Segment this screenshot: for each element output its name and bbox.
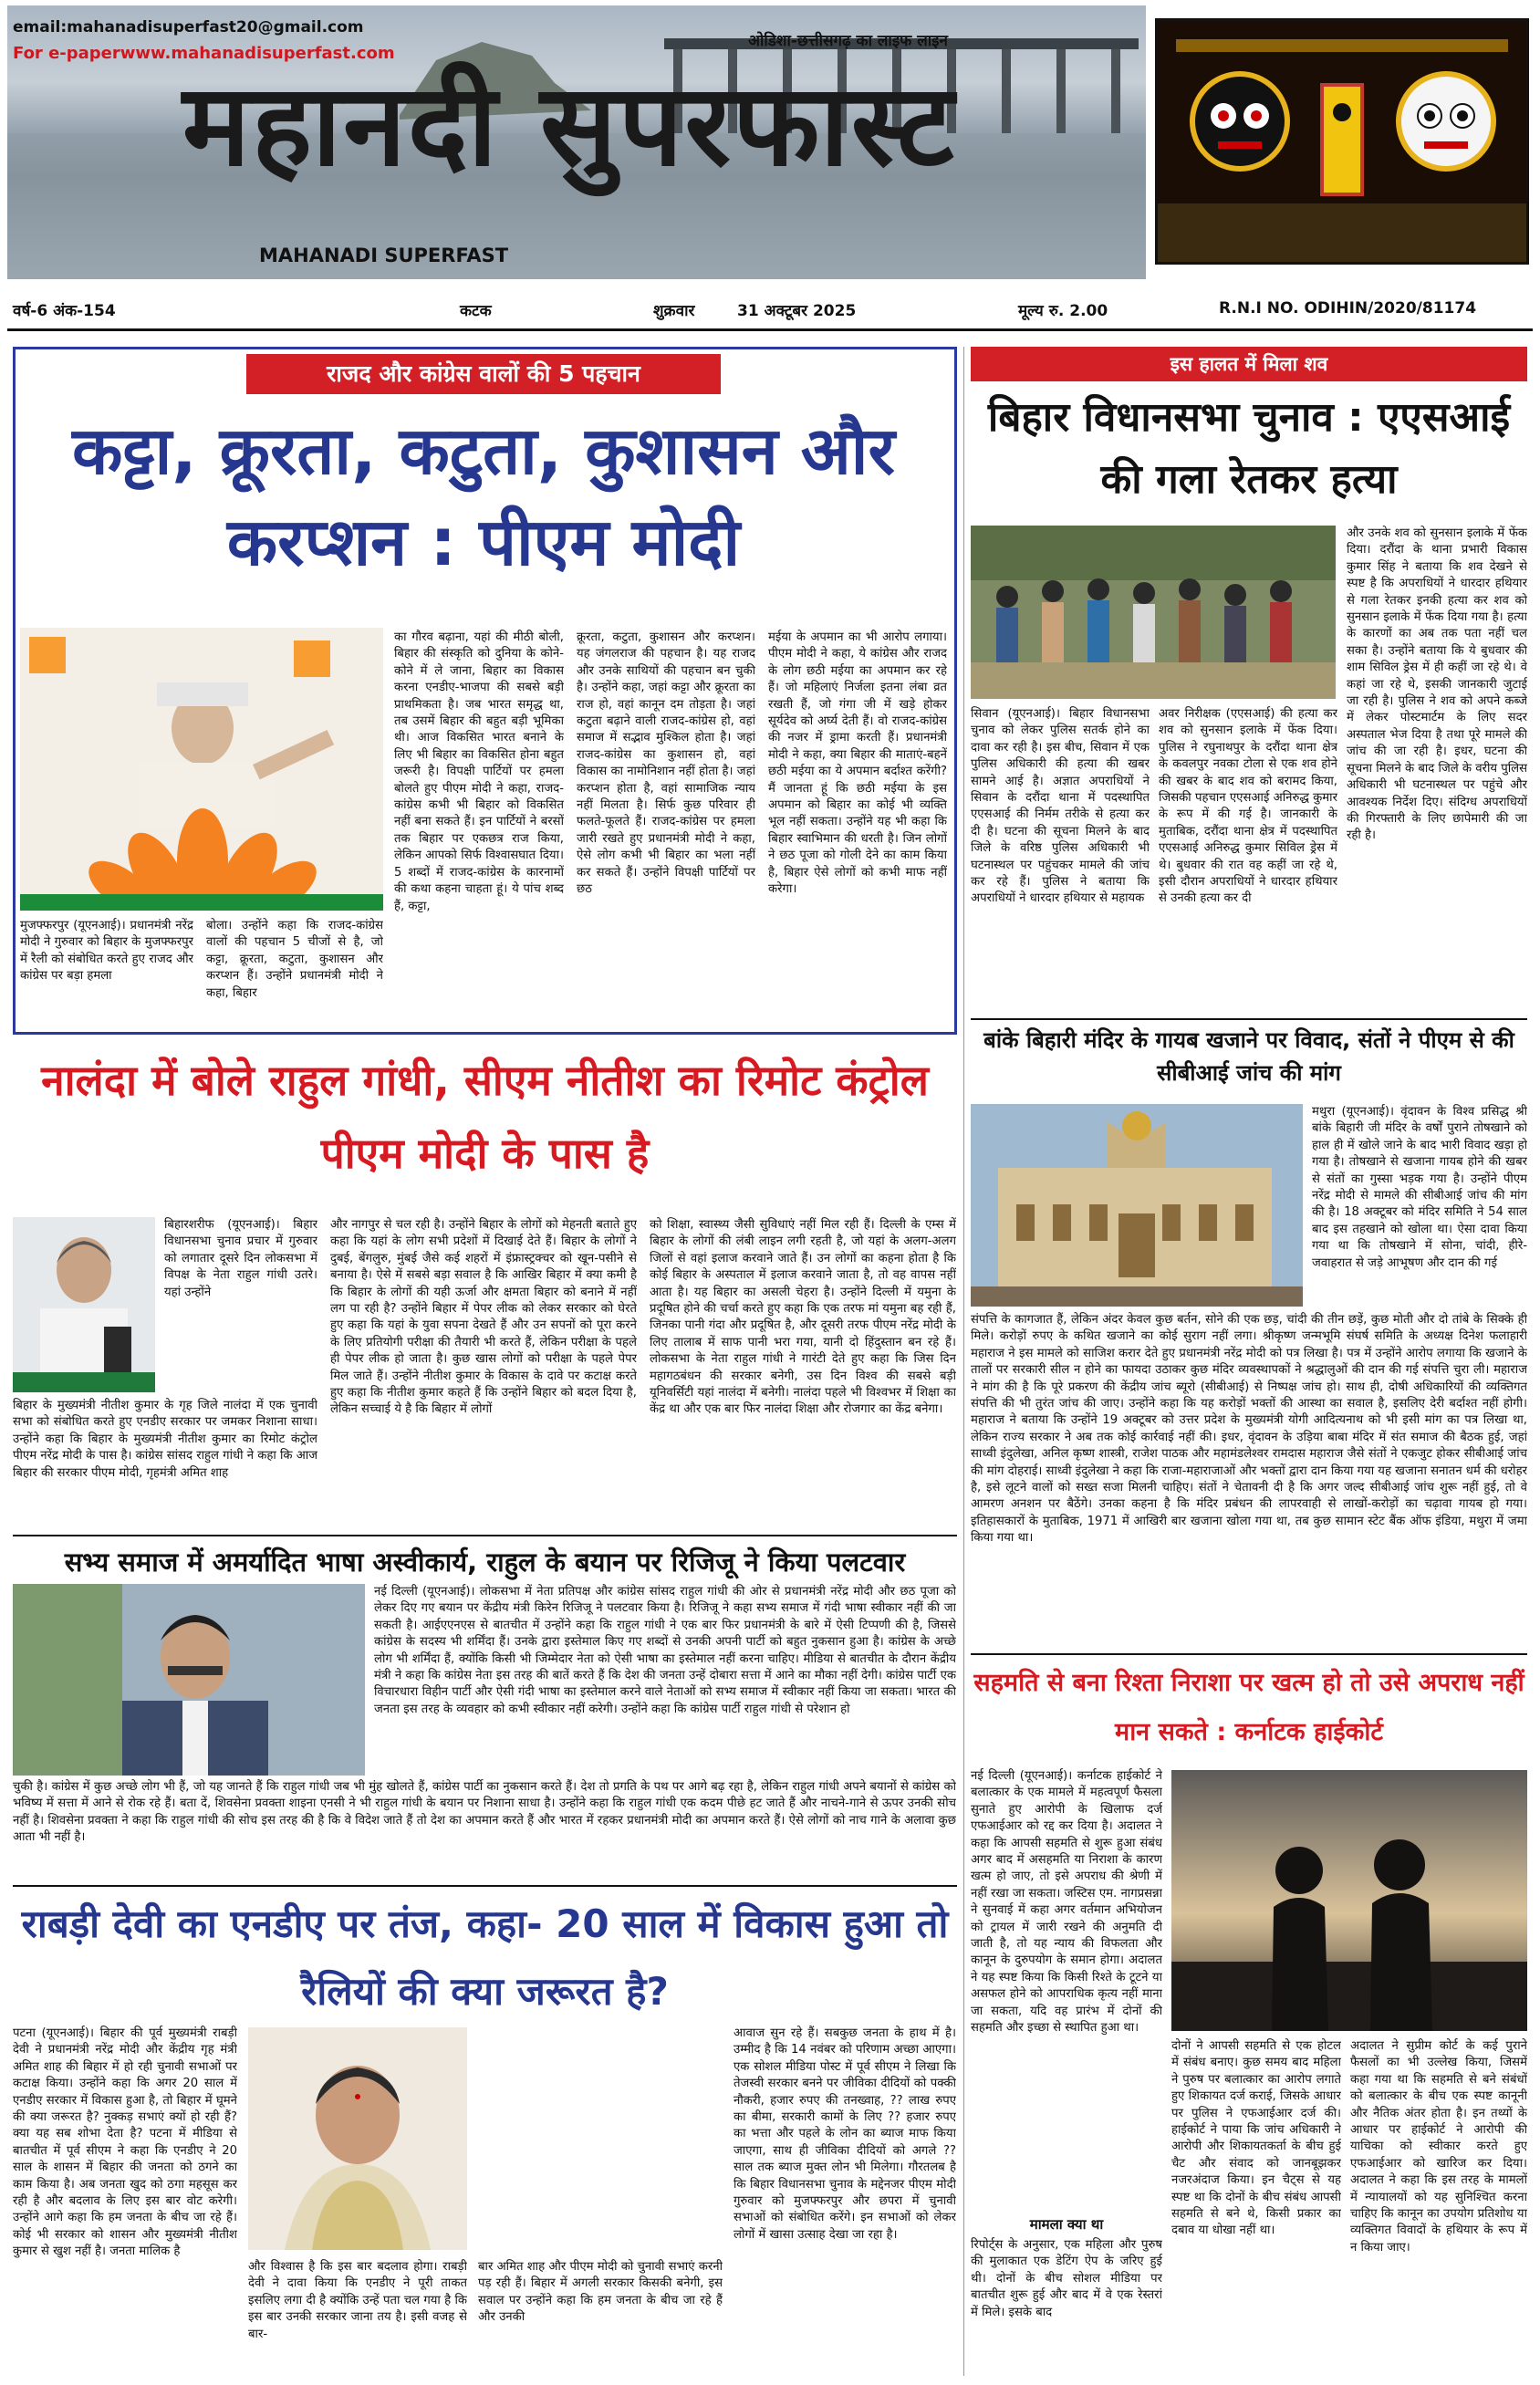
rabri-headline: राबड़ी देवी का एनडीए पर तंज, कहा- 20 साल में विकास हुआ तो रैलियों की क्या जरूरत है? [21, 1901, 949, 2014]
page-column-divider [963, 347, 964, 2376]
court-col-mid: दोनों ने आपसी सहमति से एक होटल में संबंध बनाए। कुछ समय बाद महिला ने पुरुष पर बलात्कार का आरोप लगाते हुए शिकायत दर्ज कराई, जिसके आधार पर पुलिस ने एफआईआर दर्ज की। हाईकोर्ट ने पाया कि जांच अधिकारी ने आरोपी और शिकायतकर्ता के बीच हुई चैट और संवाद को जानबूझकर नजरअंदाज किया। इन चैट्स से यह स्पष्ट था कि दोनों के बीच संबंध आपसी सहमति से बने थे, किसी प्रकार का दबाव या धोखा नहीं था। [1171, 2039, 1341, 2238]
dateline-divider [7, 328, 1533, 331]
rabri-col2: और विश्वास है कि इस बार बदलाव होगा। राबड़ी देवी ने दावा किया कि एनडीए ने पूरी ताकत इसलिए लगा दी है क्योंकि उन्हें पता चल गया है कि इस बार उनकी सरकार जाना तय है। इसी वजह से बार- [248, 2260, 467, 2341]
modi-col2: बोला। उन्होंने कहा कि राजद-कांग्रेस वालों की पहचान 5 चीजों से है, जो कट्टा, क्रूरता, कटुता, कुशासन और करप्शन हैं। उन्होंने प्रधानमंत्री मोदी ने कहा, बिहार [206, 919, 383, 1000]
temple-headline: बांके बिहारी मंदिर के गायब खजाने पर विवाद, संतों ने पीएम से की सीबीआई जांच की मांग [983, 1027, 1514, 1086]
temple-body: संपत्ति के कागजात हैं, लेकिन अंदर केवल कुछ बर्तन, सोने की एक छड़, चांदी की तीन छड़ें, कुछ मोती और दो तांबे के सिक्के ही मिले। करोड़ों रुपए के कथित खजाने का कोई सुराग नहीं लगा। श्रीकृष्ण जन्मभूमि संघर्ष समिति के अध्यक्ष दिनेश फलाहारी महाराज ने इस मामले को साजिश करार देते हुए प्रधानमंत्री नरेंद्र मोदी को पत्र लिखा है। पत्र में उन्होंने आरोप लगाया कि खजाने के तालों पर सरकारी सील न होने का फायदा उठाकर कुछ मंदिर व्यवस्थापकों ने श्रद्धालुओं की दान की गई संपत्ति चुरा ली। महाराज ने मांग की है कि पूरे प्रकरण की केंद्रीय जांच ब्यूरो (सीबीआई) से निष्पक्ष जांच हो। साथ ही, दोषी अधिकारियों की व्यक्तिगत संपत्ति की भी तुरंत जांच की जाए। उन्होंने कहा कि यह करोड़ों भक्तों की आस्था का सवाल है, इसलिए देरी बर्दाश्त नहीं होगी। महाराज ने बताया कि उन्होंने 19 अक्टूबर को उत्तर प्रदेश के मुख्यमंत्री योगी आदित्यनाथ को भी इसी मांग का पत्र लिखा था, लेकिन राज्य सरकार ने अब तक कोई कार्रवाई नहीं की। इधर, वृंदावन के उड़िया बाबा मंदिर में संत समाज की बैठक हुई, जहां साध्वी इंदुलेखा, अनिल कृष्ण शास्त्री, राजेश पाठक और महामंडलेश्वर रामदास महाराज जैसे संतों ने एकजुट होकर सीबीआई जांच की मांग दोहराई। साध्वी इंदुलेखा ने कहा कि राजा-महाराजाओं और भक्तों द्वारा दान किया गया यह खजाना सनातन धर्म की धरोहर है, इसे लूटने वालों को सख्त सजा मिलनी चाहिए। संतों ने चेतावनी दी है कि अगर जल्द सीबीआई जांच शुरू नहीं हुई, तो वे आमरण अनशन पर बैठेंगे। उनका कहना है कि मंदिर प्रबंधन की लापरवाही से लाखों-करोड़ों का चढ़ावा गायब हो गया। इतिहासकारों के मुताबिक, 1971 में आखिरी बार खजाना खोला गया था, तब कुछ सामान स्टेट बैंक ऑफ इंडिया, मथुरा में जमा किया गया था। [971, 1313, 1527, 1546]
modi-rally-photo [20, 628, 383, 911]
rahul-col2: और नागपुर से चल रही है। उन्होंने बिहार के लोगों को मेहनती बताते हुए कहा कि यहां के लोग सभी प्रदेशों में दिखाई देते हैं। बिहार के लोगों ने दुबई, बेंगलुरु, मुंबई जैसे कई शहरों में इंफ्रास्ट्रक्चर को खून-पसीने से बनाया है। ऐसे में सबसे बड़ा सवाल है कि आखिर बिहार में क्या कमी है कि बिहार के लोगों की यही ऊर्जा और क्षमता बिहार को बनाने में नहीं लग पा रही है? उन्होंने बिहार में पेपर लीक को लेकर सरकार को घेरते हुए कहा कि यहां के युवा सपना देखते हैं और उन सपनों को पूरा करने के लिए प्रतियोगी परीक्षा की तैयारी भी करते हैं, लेकिन परीक्षा के पहले ही पेपर लीक हो जाता है। कुछ खास लोगों को परीक्षा के पहले पेपर मिल जाते हैं। उन्होंने नीतीश कुमार के विकास के दावे पर कटाक्ष करते हुए कहा कि नीतीश कुमार कहते हैं कि उन्होंने बिहार को बदल दिया है, लेकिन सच्चाई ये है कि बिहार में लोगों [330, 1218, 637, 1417]
dateline-bar [7, 292, 1533, 325]
modi-kicker: राजद और कांग्रेस वालों की 5 पहचान [246, 354, 721, 394]
court-couple-photo [1171, 1770, 1527, 2031]
dateline-price: मूल्य रु. 2.00 [1018, 302, 1108, 320]
modi-col4: क्रूरता, कटुता, कुशासन और करप्शन। यह जंगलराज की पहचान है। यह राजद और उनके साथियों की पहचान बन चुकी है। उन्होंने कहा, जहां कट्टा और क्रूरता का राज हो, वहां कानून दम तोड़ता है। जहां कटुता बढ़ाने वाली राजद-कांग्रेस हो, वहां समाज में सद्भाव मुश्किल होता है। जहां राजद-कांग्रेस का कुशासन हो, वहां विकास का नामोनिशान नहीं होता है। जहां करप्शन होता है, वहां सामाजिक न्याय नहीं मिलता है। सिर्फ कुछ परिवार ही फलते-फूलते हैं। राजद-कांग्रेस पर हमला जारी रखते हुए प्रधानमंत्री मोदी ने कहा, ऐसे लोग कभी भी बिहार का भला नहीं कर सकते हैं। उन्होंने विपक्षी पार्टियों पर छठ [577, 630, 755, 897]
asi-col1: सिवान (यूएनआई)। बिहार विधानसभा चुनाव को लेकर पुलिस सतर्क होने का दावा कर रही है। इस बीच, सिवान में एक पुलिस अधिकारी की हत्या की खबर सामने आई है। अज्ञात अपराधियों ने सिवान के दरौंदा थाना में पदस्थापित एएसआई की निर्मम तरीके से हत्या कर दी है। घटना की सूचना मिलने के बाद जिले के वरिष्ठ पुलिस अधिकारी भी घटनास्थल पर पहुंचकर मामले की जांच कर रहे हैं। पुलिस ने बताया कि अपराधियों ने धारदार हथियार से महायक [971, 707, 1150, 906]
asi-kicker: इस हालत में मिला शव [971, 347, 1527, 381]
rahul-headline: नालंदा में बोले राहुल गांधी, सीएम नीतीश का रिमोट कंट्रोल पीएम मोदी के पास है [41, 1056, 929, 1178]
rabri-top-divider [13, 1885, 957, 1887]
rabri-col1: पटना (यूएनआई)। बिहार की पूर्व मुख्यमंत्री राबड़ी देवी ने प्रधानमंत्री नरेंद्र मोदी और केंद्रीय गृह मंत्री अमित शाह की बिहार में हो रही चुनावी सभाओं पर कटाक्ष किया। उन्होंने कहा कि अगर 20 साल में एनडीए सरकार में विकास हुआ है, तो बिहार में घूमने की क्या जरूरत है? नुक्कड़ सभाएं क्यों हो रही हैं? क्या यह सब शोभा देता है? पटना में मीडिया से बातचीत में पूर्व सीएम ने कहा कि एनडीए ने 20 साल के शासन में बिहार की जनता को ठगने का काम किया है। अब जनता खुद को ठगा महसूस कर रही है और बदलाव के लिए इस बार वोट करेगी। उन्होंने आगे कहा कि हम जनता के बीच जा रहे हैं। कोई भी सरकार को शासन और मुख्यमंत्री नीतीश कुमार से खुश नहीं है। जनता मालिक है [13, 2026, 237, 2259]
masthead [0, 0, 1540, 290]
jagannath-deities-image [1155, 18, 1529, 265]
court-subhead: मामला क्या था [1029, 2216, 1104, 2233]
court-col-left: नई दिल्ली (यूएनआई)। कर्नाटक हाईकोर्ट ने बलात्कार के एक मामले में महत्वपूर्ण फैसला सुनाते हुए आरोपी के खिलाफ दर्ज एफआईआर को रद्द कर दिया है। अदालत ने कहा कि आपसी सहमति से शुरू हुआ संबंध अगर बाद में असहमति या निराशा के कारण खत्म हो जाए, तो इसे अपराध की श्रेणी में नहीं रखा जा सकता। जस्टिस एम. नागप्रसन्ना ने सुनवाई में कहा अगर वर्तमान अभियोजन को ट्रायल में जारी रखने की अनुमति दी जाती है, तो यह न्याय की विफलता और कानून के दुरुपयोग के समान होगा। अदालत ने यह स्पष्ट किया कि किसी रिश्ते के टूटने या असफल होने को आपराधिक कृत्य नहीं माना जा सकता, यदि वह प्रारंभ में दोनों की सहमति और इच्छा से स्थापित हुआ था। [971, 1769, 1162, 2036]
temple-photo [971, 1104, 1303, 1307]
masthead-epaper[interactable]: For e-paperwww.mahanadisuperfast.com [13, 44, 395, 63]
rijiju-body-bottom: चुकी है। कांग्रेस में कुछ अच्छे लोग भी हैं, जो यह जानते हैं कि राहुल गांधी जब भी मुंह खोलते हैं, कांग्रेस पार्टी का नुकसान करते हैं। देश तो प्रगति के पथ पर आगे बढ़ रहा है, लेकिन राहुल गांधी अपने बयानों से कांग्रेस को भविष्य में सत्ता में आने से रोक रहे हैं। बता दें, शिवसेना प्रवक्ता शाइना एनसी ने भी राहुल गांधी के बयान पर निशाना साधा है। उन्होंने कहा कि राहुल गांधी एक कदम पीछे हट जाते हैं और नाचने-गाने से ऊपर उनकी सोच नहीं है। शिवसेना प्रवक्ता ने कहा कि राहुल गांधी की सोच इस तरह की है कि वे विदेश जाते हैं तो देश का अपमान करते हैं और भारत में रहकर प्रधानमंत्री मोदी का अपमान करते हैं। ऐसे लोगों को नाच गाने के अलावा कुछ आता भी नहीं है। [13, 1780, 956, 1845]
rabri-col3: बार अमित शाह और पीएम मोदी को चुनावी सभाएं करनी पड़ रही हैं। बिहार में अगली सरकार किसकी बनेगी, इस सवाल पर उन्होंने कहा कि हम जनता के बीच जा रहे हैं और उनकी [478, 2260, 723, 2325]
modi-col5: मईया के अपमान का भी आरोप लगाया। पीएम मोदी ने कहा, ये कांग्रेस और राजद के लोग छठी मईया का अपमान कर रहे हैं। जो महिलाएं निर्जला इतना लंबा व्रत रखती हैं, जो गंगा जी में खड़े होकर सूर्यदेव को अर्घ्य देती हैं। वो राजद-कांग्रेस की नजर में ड्रामा करती हैं। प्रधानमंत्री मोदी ने कहा, क्या बिहार की माताएं-बहनें छठी मईया का ये अपमान बर्दाश्त करेंगी? मैं जानता हूं कि छठी मईया के इस अपमान को बिहार का कोई भी व्यक्ति भूल नहीं सकता। उन्होंने यह भी कहा कि बिहार स्वाभिमान की धरती है। जिन लोगों ने छठ पूजा को गोली देने का काम किया है, बिहार ऐसे लोगों को कभी माफ नहीं करेगा। [768, 630, 947, 897]
rahul-col3: को शिक्षा, स्वास्थ्य जैसी सुविधाएं नहीं मिल रही हैं। दिल्ली के एम्स में बिहार के लोगों की लंबी लाइन लगी रहती है, जो यहां के अलग-अलग जिलों से वहां इलाज करवाने जाते हैं। उन लोगों का कहना होता है कि कोई बिहार के अस्पताल में इलाज करवाने जाता है, तो वह वापस नहीं आता है। यह बिहार का असली चेहरा है। उन्होंने दिल्ली में यमुना के प्रदूषित होने की चर्चा करते हुए कहा कि एक तरफ मां यमुना बह रही हैं, जिनका पानी गंदा और प्रदूषित है, और दूसरी तरफ पीएम नरेंद्र मोदी के लिए तालाब में साफ पानी भरा गया, यानी दो हिंदुस्तान बन रहे हैं। लोकसभा के नेता राहुल गांधी ने गारंटी देते हुए कहा कि जिस दिन महागठबंधन की सरकार बनेगी, उस दिन विश्व की सबसे बड़ी यूनिवर्सिटी यहां नालंदा में बनेगी। नालंदा पहले भी विश्वभर में शिक्षा का केंद्र था और एक बार फिर नालंदा शिक्षा और रोजगार का केंद्र बनेगा। [650, 1218, 956, 1417]
court-top-divider [971, 1653, 1527, 1655]
modi-headline: कट्टा, क्रूरता, कटुता, कुशासन और करप्शन : पीएम मोदी [72, 412, 895, 580]
court-headline: सहमति से बना रिश्ता निराशा पर खत्म हो तो उसे अपराध नहीं मान सकते : कर्नाटक हाईकोर्ट [973, 1669, 1524, 1746]
rijiju-photo [13, 1584, 365, 1776]
dateline-date: 31 अक्टूबर 2025 [737, 302, 857, 320]
masthead-email[interactable]: email:mahanadisuperfast20@gmail.com [13, 18, 364, 36]
rabri-photo [248, 2027, 467, 2250]
dateline-city: कटक [460, 302, 492, 320]
court-col-right: अदालत ने सुप्रीम कोर्ट के कई पुराने फैसलों का भी उल्लेख किया, जिसमें कहा गया था कि सहमति से बने संबंधों को बलात्कार के बीच एक स्पष्ट कानूनी और नैतिक अंतर होता है। इन तथ्यों के आधार पर हाईकोर्ट ने आरोपी की याचिका को स्वीकार करते हुए एफआईआर को खारिज कर दिया। अदालत ने कहा कि इस तरह के मामलों में न्यायालयों को यह सुनिश्चित करना चाहिए कि कानून का उपयोग प्रतिशोध या व्यक्तिगत विवादों के हथियार के रूप में न किया जाए। [1350, 2039, 1527, 2255]
asi-col-top: और उनके शव को सुनसान इलाके में फेंक दिया। दरौंदा के थाना प्रभारी विकास कुमार सिंह ने बताया कि शव देखने से स्पष्ट है कि अपराधियों ने धारदार हथियार से गला रेतकर इनकी हत्या कर शव को सुनसान इलाके में फेंक दिया गया है। हत्या के कारणों का अब तक पता नहीं चल सका है। उन्होंने बताया कि ये बुधवार की शाम सिविल ड्रेस में ही कहीं जा रहे थे। वे कहां जा रहे थे, इसकी जानकारी जुटाई जा रही है। पुलिस ने शव को अपने कब्जे में लेकर पोस्टमार्टम के लिए सदर अस्पताल भेज दिया है तथा पूरे मामले की जांच की जा रही है। इधर, घटना की सूचना मिलने के बाद जिले के वरीय पुलिस अधिकारी भी घटनास्थल पर पहुंचे और आवश्यक निर्देश दिए। संदिग्ध अपराधियों की गिरफ्तारी के लिए छापेमारी की जा रही है। [1347, 526, 1527, 843]
modi-col3: का गौरव बढ़ाना, यहां की मीठी बोली, बिहार की संस्कृति को दुनिया के कोने-कोने में ले जाना, बिहार का विकास करना एनडीए-भाजपा की सबसे बड़ी प्राथमिकता है। जब भारत समृद्ध था, तब उसमें बिहार की बहुत बड़ी भूमिका थी। आज विकसित भारत बनाने के लिए भी बिहार का विकसित होना बहुत जरूरी है। विपक्षी पार्टियों पर हमला बोलते हुए पीएम मोदी ने कहा, राजद-कांग्रेस कभी भी बिहार को विकसित नहीं बना सकते हैं। इन पार्टियों ने बरसों तक बिहार पर एकछत्र राज किया, लेकिन आपको सिर्फ विश्वासघात दिया। 5 शब्दों में राजद-कांग्रेस के कारनामों की कथा कहना चाहता हूं। ये पांच शब्द हैं, कट्टा, [394, 630, 564, 913]
asi-headline: बिहार विधानसभा चुनाव : एएसआई की गला रेतकर हत्या [987, 394, 1511, 503]
asi-col2: अवर निरीक्षक (एएसआई) की हत्या कर शव को सुनसान इलाके में फेंक दिया। पुलिस ने रघुनाथपुर के दरौंदा थाना क्षेत्र के कवलपुर नवका टोला से एक शव होने की खबर के बाद शव को बरामद किया, जिसकी पहचान एएसआई अनिरुद्ध कुमार के रूप में की गई है। जानकारी के मुताबिक, दरौंदा थाना क्षेत्र में पदस्थापित एएसआई अनिरुद्ध कुमार सिविल ड्रेस में थे। बुधवार की रात वह कहीं जा रहे थे, इसी दौरान अपराधियों ने धारदार हथियार से उनकी हत्या कर दी [1159, 707, 1337, 906]
temple-col-right: मथुरा (यूएनआई)। वृंदावन के विश्व प्रसिद्ध श्री बांके बिहारी जी मंदिर के वर्षों पुराने तोषखाने को हाल ही में खोले जाने के बाद भारी विवाद खड़ा हो गया है। तोषखाने से खजाना गायब होने की खबर से संतों का गुस्सा भड़क गया है। उन्होंने पीएम नरेंद्र मोदी से मामले की सीबीआई जांच की मांग की है। 18 अक्टूबर को मंदिर समिति ने 54 साल बाद इस तहखाने को खोला था। ऐसा दावा किया गया था कि तोषखाने में सोना, चांदी, हीरे-जवाहरात से जड़े आभूषण और दान की गई [1312, 1105, 1527, 1270]
rabri-col4: आवाज सुन रहे हैं। सबकुछ जनता के हाथ में है। उम्मीद है कि 14 नवंबर को परिणाम अच्छा आएगा। एक सोशल मीडिया पोस्ट में पूर्व सीएम ने लिखा कि तेजस्वी सरकार बनने पर जीविका दीदियों को पक्की नौकरी, हजार रुपए की तनख्वाह, ?? लाख रुपए का बीमा, सरकारी कामों के लिए ?? हजार रुपए का भत्ता और पहले के लोन का ब्याज माफ किया जाएगा, साथ ही जीविका दीदियों को अगले ?? साल तक ब्याज मुक्त लोन भी मिलेगा। गौरतलब है कि बिहार विधानसभा चुनाव के मद्देनजर पीएम मोदी गुरुवार को मुजफ्फरपुर और छपरा में चुनावी सभाओं को संबोधित करेंगे। इन सभाओं को लेकर लोगों में खासा उत्साह देखा जा रहा है। [734, 2026, 956, 2242]
court-col-left2: रिपोर्ट्स के अनुसार, एक महिला और पुरुष की मुलाकात एक डेटिंग ऐप के जरिए हुई थी। दोनों के बीच सोशल मीडिया पर बातचीत शुरू हुई और बाद में वे एक रेस्तरां में मिले। इसके बाद [971, 2238, 1162, 2319]
rahul-col1b: बिहार के मुख्यमंत्री नीतीश कुमार के गृह जिले नालंदा में एक चुनावी सभा को संबोधित करते हुए एनडीए सरकार पर जमकर निशाना साधा। उन्होंने कहा कि बिहार के मुख्यमंत्री नीतीश कुमार का रिमोट कंट्रोल पीएम नरेंद्र मोदी के पास है। कांग्रेस सांसद राहुल गांधी ने कहा कि आज बिहार की सरकार पीएम मोदी, गृहमंत्री अमित शाह [13, 1399, 317, 1480]
masthead-title-hindi: महानदी सुपरफास्ट [182, 60, 956, 192]
dateline-day: शुक्रवार [653, 302, 695, 320]
masthead-tagline: ओडिशा-छत्तीसगढ़ का लाइफ लाइन [748, 32, 948, 50]
rijiju-headline: सभ्य समाज में अमर्यादित भाषा अस्वीकार्य, राहुल के बयान पर रिजिजू ने किया पलटवार [64, 1547, 906, 1578]
temple-top-divider [971, 1018, 1527, 1020]
rijiju-top-divider [13, 1535, 957, 1536]
dateline-rni: R.N.I NO. ODIHIN/2020/81174 [1219, 299, 1477, 318]
dateline-volume: वर्ष-6 अंक-154 [13, 302, 116, 320]
modi-col1: मुजफ्फरपुर (यूएनआई)। प्रधानमंत्री नरेंद्र मोदी ने गुरुवार को बिहार के मुजफ्फरपुर में रैली को संबोधित करते हुए राजद और कांग्रेस पर बड़ा हमला [20, 919, 193, 984]
rahul-photo [13, 1217, 155, 1392]
masthead-title-english: MAHANADI SUPERFAST [259, 245, 509, 266]
asi-crime-scene-photo [971, 526, 1336, 699]
rahul-col1a: बिहारशरीफ (यूएनआई)। बिहार विधानसभा चुनाव प्रचार में गुरुवार को लगातार दूसरे दिन लोकसभा में विपक्ष के नेता राहुल गांधी उतरे। यहां उन्होंने [164, 1218, 317, 1299]
rijiju-body-right: नई दिल्ली (यूएनआई)। लोकसभा में नेता प्रतिपक्ष और कांग्रेस सांसद राहुल गांधी की ओर से प्रधानमंत्री नरेंद्र मोदी और छठ पूजा को लेकर दिए गए बयान पर केंद्रीय मंत्री किरेन रिजिजू ने पलटवार किया है। रिजिजू ने कहा सभ्य समाज में गंदी भाषा स्वीकार नहीं की जा सकती है। आईएएनएस से बातचीत में उन्होंने कहा कि राहुल गांधी ने एक बार फिर प्रधानमंत्री के बारे में ऐसी टिप्पणी की है, जिससे कांग्रेस के सदस्य भी शर्मिंदा हैं। उनके द्वारा इस्तेमाल किए गए शब्दों से उनकी अपनी पार्टी को बहुत नुकसान हुआ है। कांग्रेस के अच्छे लोग भी शर्मिंदा हैं, क्योंकि किसी भी जिम्मेदार नेता को ऐसी भाषा का इस्तेमाल नहीं करना चाहिए। मीडिया से बातचीत के दौरान केंद्रीय मंत्री ने कहा कि कांग्रेस नेता इस तरह की बातें करते हैं कि देश की जनता उन्हें दोबारा सत्ता में आने का मौका नहीं देगी। कांग्रेस पार्टी एक विचारधारा विहीन पार्टी और ऐसी गंदी भाषा का इस्तेमाल करने वाले नेताओं को सभ्य समाज में स्वीकार नहीं किया जा सकता। भारत की जनता इस तरह के व्यवहार को कभी स्वीकार नहीं करेगी। उन्होंने कहा कि कांग्रेस पार्टी राहुल गांधी से परेशान हो [374, 1585, 956, 1716]
